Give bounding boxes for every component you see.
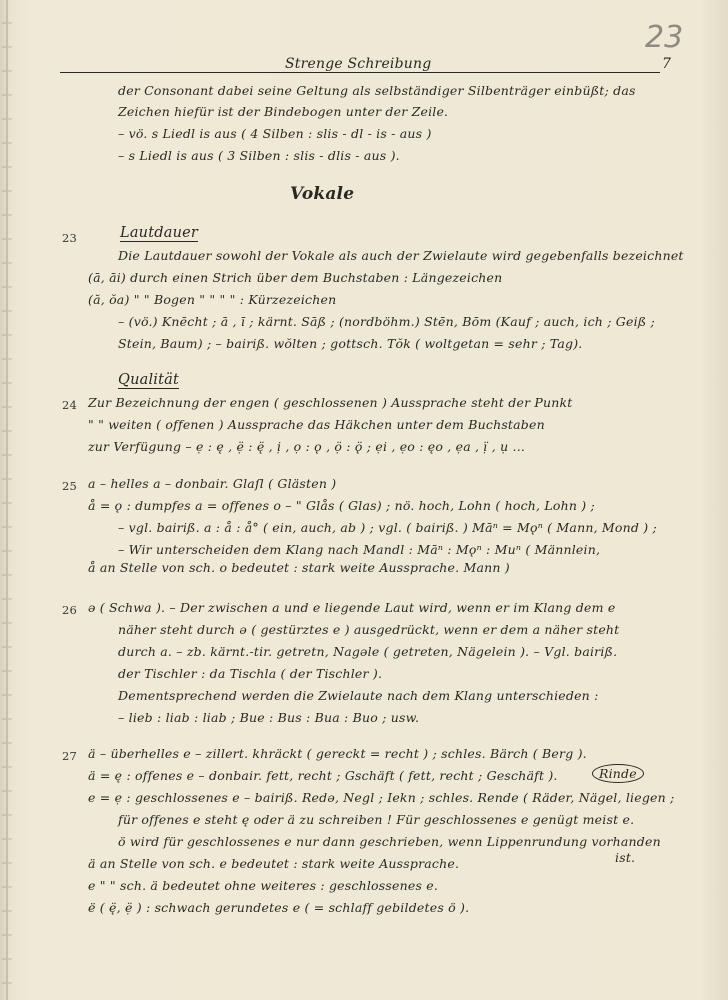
p26-line: Dementsprechend werden die Zwielaute nach dem Klang unterschieden : [118,688,599,703]
paragraph-number: 24 [62,398,78,412]
p23-line: Die Lautdauer sowohl der Vokale als auch der Zwielaute wird gegebenfalls bezeichnet [118,248,684,263]
p24-line: Zur Bezeichnung der engen ( geschlossenen ) Aussprache steht der Punkt [88,395,573,410]
p23-line: Stein, Baum) ; – bairiß. wŏlten ; gottsch. Tŏk ( woltgetan = sehr ; Tag). [118,336,583,351]
p27-line: e " " sch. ä bedeutet ohne weiteres : geschlossenes e. [88,878,439,893]
margin-note: ist. [615,850,636,865]
intro-line: – s Liedl is aus ( 3 Silben : slis - dlis - aus ). [118,148,400,163]
p27-line: ö wird für geschlossenes e nur dann geschrieben, wenn Lippenrundung vorhanden [118,834,661,849]
p25-line: – Wir unterscheiden dem Klang nach Mandl : Māⁿ : Mǫⁿ : Muⁿ ( Männlein, [118,542,601,557]
p27-line: ä = ę : offenes e – donbair. fett, recht ; Gschäft ( fett, recht ; Geschäft ). [88,768,558,783]
page-header-title: Strenge Schreibung [285,56,432,72]
intro-line: der Consonant dabei seine Geltung als selbständiger Silbenträger einbüßt; das [118,83,636,98]
paragraph-number: 27 [62,749,78,763]
subheading-qualitaet: Qualität [118,372,180,388]
p26-line: ə ( Schwa ). – Der zwischen a und e liegende Laut wird, wenn er im Klang dem e [88,600,616,615]
paragraph-number: 25 [62,479,78,493]
p27-line: ä an Stelle von sch. e bedeutet : stark weite Aussprache. [88,856,460,871]
paragraph-number: 23 [62,231,78,245]
p25-line: å = ǫ : dumpfes a = offenes o – " Glås ( Glas) ; nö. hoch, Lohn ( hoch, Lohn ) ; [88,498,595,513]
p24-line: " " weiten ( offenen ) Aussprache das Häkchen unter dem Buchstaben [88,417,545,432]
header-rule [60,72,660,73]
pencil-page-number: 23 [645,20,684,55]
p25-line: – vgl. bairiß. a : å : å° ( ein, auch, ab ) ; vgl. ( bairiß. ) Māⁿ = Mǫⁿ ( Mann, Mond ) ; [118,520,657,535]
p27-line: für offenes e steht ę oder ä zu schreiben ! Für geschlossenes e genügt meist e. [118,812,635,827]
page-fold [6,0,8,1000]
subheading-lautdauer: Lautdauer [120,225,199,241]
intro-line: Zeichen hiefür ist der Bindebogen unter der Zeile. [118,104,449,119]
p23-line: (ā, āi) durch einen Strich über dem Buchstaben : Längezeichen [88,270,503,285]
p26-line: der Tischler : da Tischla ( der Tischler ). [118,666,383,681]
paragraph-number: 26 [62,603,78,617]
p25-line: a – helles a – donbair. Glaſl ( Glästen ) [88,476,337,491]
p25-line: å an Stelle von sch. o bedeutet : stark weite Aussprache. Mann ) [88,560,510,575]
circled-note: Rinde [592,764,644,783]
p27-line: ä – überhelles e – zillert. khräckt ( gereckt = recht ) ; schles. Bärch ( Berg ). [88,746,587,761]
p26-line: näher steht durch ə ( gestürztes e ) ausgedrückt, wenn er dem a näher steht [118,622,620,637]
p26-line: durch a. – zb. kärnt.-tir. getretn, Nagəle ( getreten, Nägelein ). – Vgl. bairiß. [118,644,618,659]
p23-line: (ă, ŏa) " " Bogen " " " " : Kürzezeichen [88,292,337,307]
p27-line: ë ( ę̈, ẹ̈ ) : schwach gerundetes e ( = schlaff gebildetes ö ). [88,900,470,915]
intro-line: – vö. s Liedl is aus ( 4 Silben : slis - dl - is - aus ) [118,126,432,141]
p23-line: – (vö.) Knēcht ; ā , ī ; kärnt. Sāß ; (nordböhm.) Stēn, Bōm (Kauf ; auch, ich ; Geiß ; [118,314,655,329]
page-number: 7 [662,56,672,72]
p26-line: – lieb : liab : liab ; Bue : Bus : Bua : Buo ; usw. [118,710,420,725]
section-heading: Vokale [290,184,355,204]
p24-line: zur Verfügung – ẹ : ę , ẹ̈ : ę̈ , ị , ọ : ǫ , ọ̈ : ǫ̈ ; ẹi , ẹo : ęo , ẹa , ị̈ , ụ ... [88,439,526,454]
p27-line: e = ẹ : geschlossenes e – bairiß. Redə, Negl ; Iekn ; schles. Rende ( Räder, Nägel, liegen ; [88,790,675,805]
